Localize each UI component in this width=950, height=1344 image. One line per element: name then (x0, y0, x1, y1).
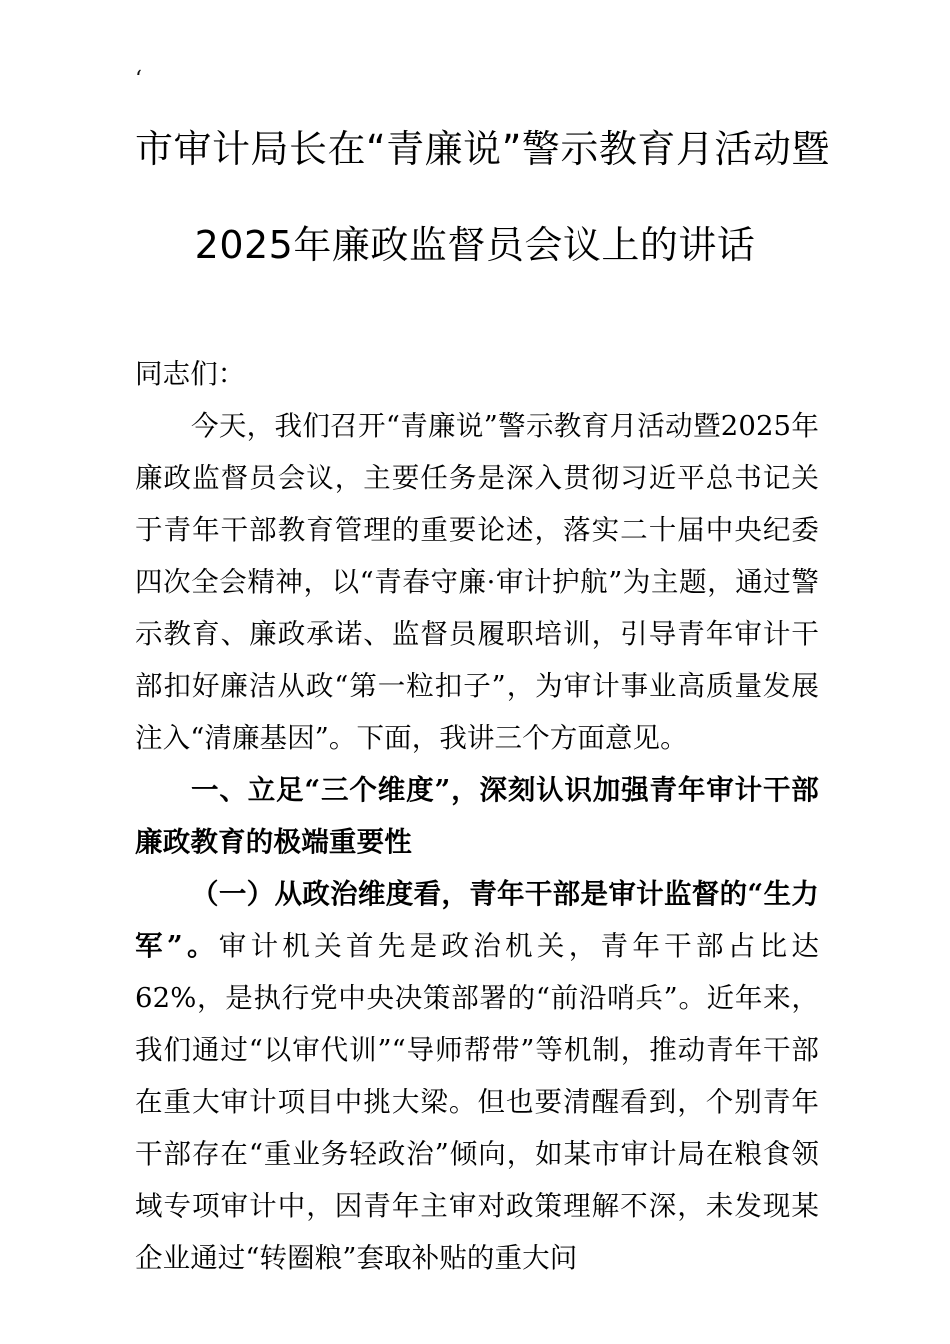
subsection-one-heading: （一）从政治维度看，青年干部是审计监督的“生力军”。 (135, 878, 819, 962)
document-body (135, 348, 819, 1284)
opening-paragraph: 今天，我们召开“青廉说”警示教育月活动暨2025年廉政监督员会议，主要任务是深入贯彻习近平总书记关于青年干部教育管理的重要论述，落实二十届中央纪委四次全会精神，以“青春守廉·审计护航”为主题，通过警示教育、廉政承诺、监督员履职培训，引导青年审计干部扣好廉洁从政“第一粒扣子”，为审计事业高质量发展注入“清廉基因”。下面，我讲三个方面意见。 (135, 410, 819, 754)
stray-tick-mark: ‘ (135, 67, 142, 92)
section-heading-one: 一、立足“三个维度”，深刻认识加强青年审计干部廉政教育的极端重要性 (135, 774, 819, 858)
document-title-line-2: 2025年廉政监督员会议上的讲话 (194, 223, 756, 267)
document-title-line-1: 市审计局长在“青廉说”警示教育月活动暨 (135, 127, 830, 171)
subsection-one (135, 868, 819, 1284)
document-title (135, 118, 830, 276)
subsection-one-body: 审计机关首先是政治机关，青年干部占比达62%，是执行党中央决策部署的“前沿哨兵”。近年来，我们通过“以审代训”“导师帮带”等机制，推动青年干部在重大审计项目中挑大梁。但也要清醒看到，个别青年干部存在“重业务轻政治”倾向，如某市审计局在粮食领域专项审计中，因青年主审对政策理解不深，未发现某企业通过“转圈粮”套取补贴的重大问 (135, 930, 819, 1274)
salutation: 同志们： (135, 358, 246, 390)
